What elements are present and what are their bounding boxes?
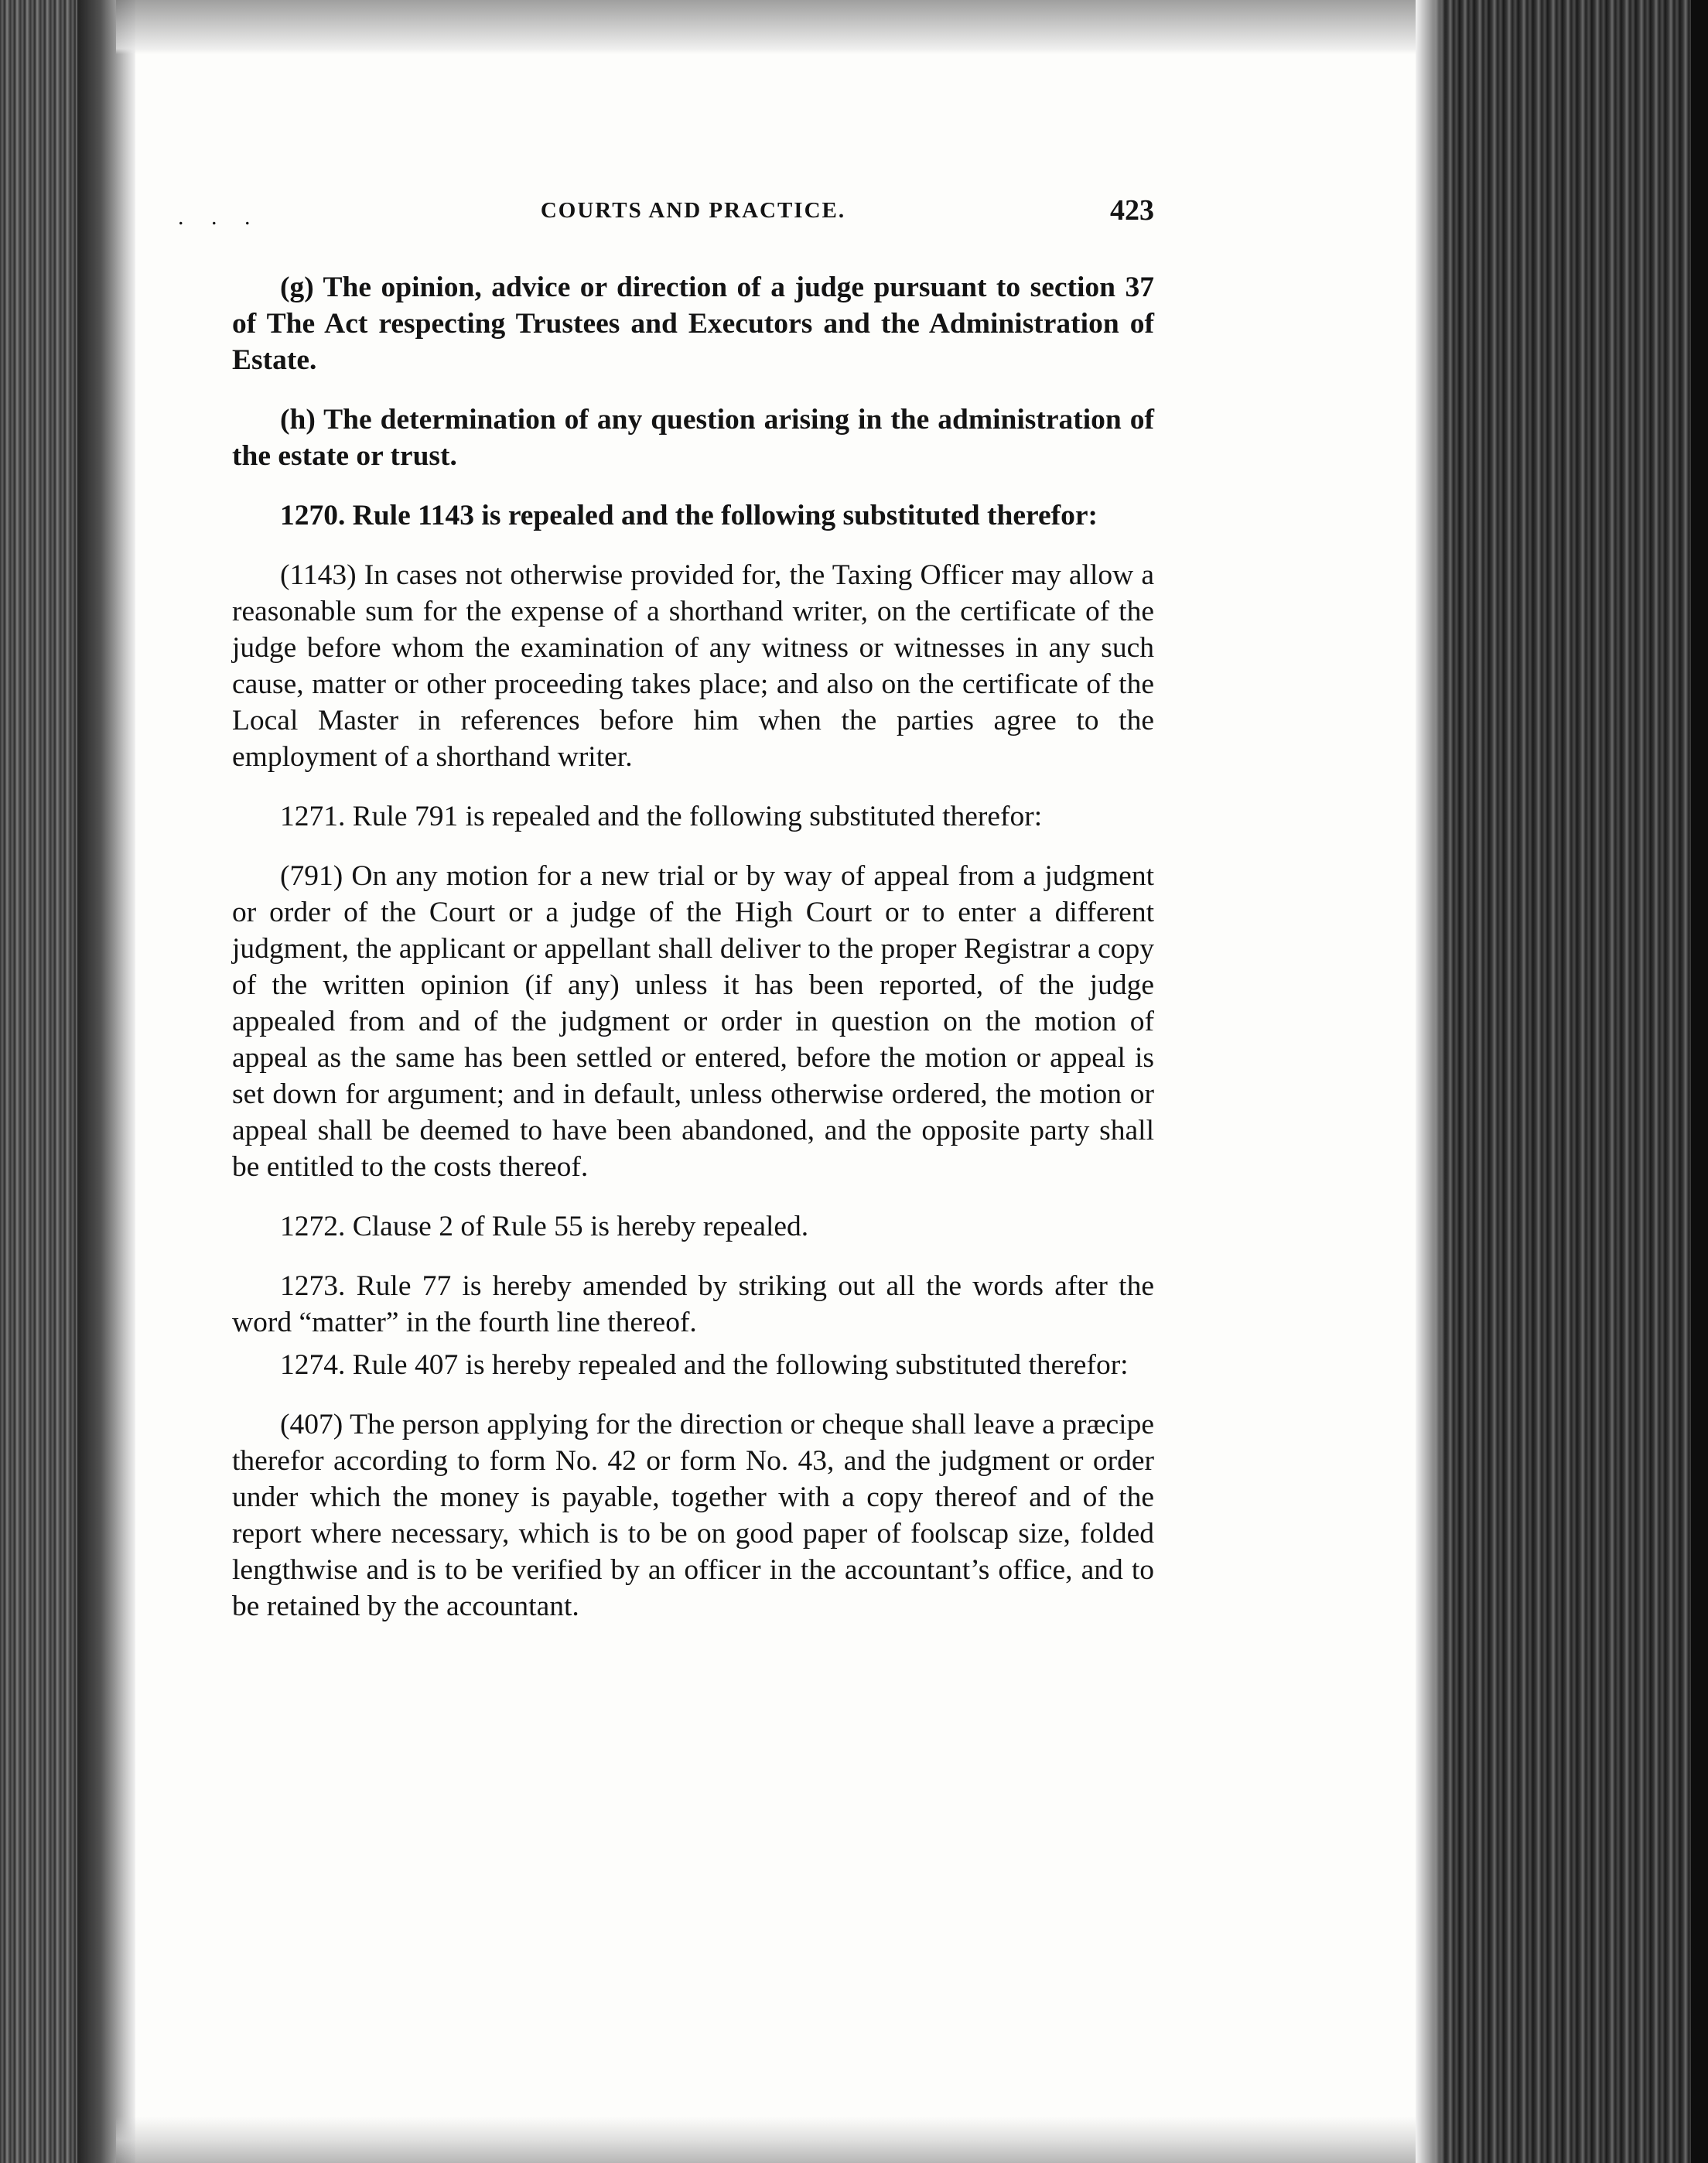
paragraph-1274: 1274. Rule 407 is hereby repealed and the following substituted therefor: xyxy=(280,1349,1129,1381)
scan-edge-top xyxy=(116,0,1431,54)
paragraph-1272: 1272. Clause 2 of Rule 55 is hereby repealed. xyxy=(280,1211,809,1242)
page-header xyxy=(178,193,1154,240)
binding-edge-left xyxy=(0,0,135,2163)
page-number: 423 xyxy=(1110,194,1154,227)
running-head: COURTS AND PRACTICE. xyxy=(540,198,846,223)
paragraph-g: (g) The opinion, advice or direction of a judge pursuant to section 37 of The Act respecting Trustees and Executors and the Administration of Estate. xyxy=(232,272,1154,376)
paragraph-h: (h) The determination of any question arising in the administration of the estate or trust. xyxy=(232,404,1154,472)
paragraph-1273: 1273. Rule 77 is hereby amended by striking out all the words after the word “matter” in the fourth line thereof. xyxy=(232,1270,1154,1338)
paragraph-407: (407) The person applying for the direction or cheque shall leave a præcipe therefor according to form No. 42 or form No. 43, and the judgment or order under which the money is payable, together with a copy thereof and of the report where necessary, which is to be on good paper of foolscap size, folded lengthwise and is to be verified by an officer in the accountant’s office, and to be retained by the accountant. xyxy=(232,1409,1154,1622)
paragraph-791: (791) On any motion for a new trial or by way of appeal from a judgment or order of the Court or a judge of the High Court or to enter a different judgment, the applicant or appellant shall deliver to the proper Registrar a copy of the written opinion (if any) unless it has been reported, of the judge appealed from and of the judgment or order in question on the motion of appeal as the same has been settled or entered, before the motion or appeal is set down for argument; and in default, unless otherwise ordered, the motion or appeal shall be deemed to have been abandoned, and the opposite party shall be entitled to the costs thereof. xyxy=(232,860,1154,1183)
header-dots: . . . xyxy=(178,204,261,230)
paragraph-1271: 1271. Rule 791 is repealed and the following substituted therefor: xyxy=(280,801,1043,832)
paragraph-1270: 1270. Rule 1143 is repealed and the following substituted therefor: xyxy=(280,500,1098,531)
page-content xyxy=(178,193,1154,1648)
page-stack-edge-right xyxy=(1416,0,1708,2163)
paragraph-1143: (1143) In cases not otherwise provided for, the Taxing Officer may allow a reasonable sum for the expense of a shorthand writer, on the certificate of the judge before whom the examination of any witness or witnesses in any such cause, matter or other proceeding takes place; and also on the certificate of the Local Master in references before him when the parties agree to the employment of a shorthand writer. xyxy=(232,559,1154,773)
scan-edge-bottom xyxy=(116,2117,1431,2163)
